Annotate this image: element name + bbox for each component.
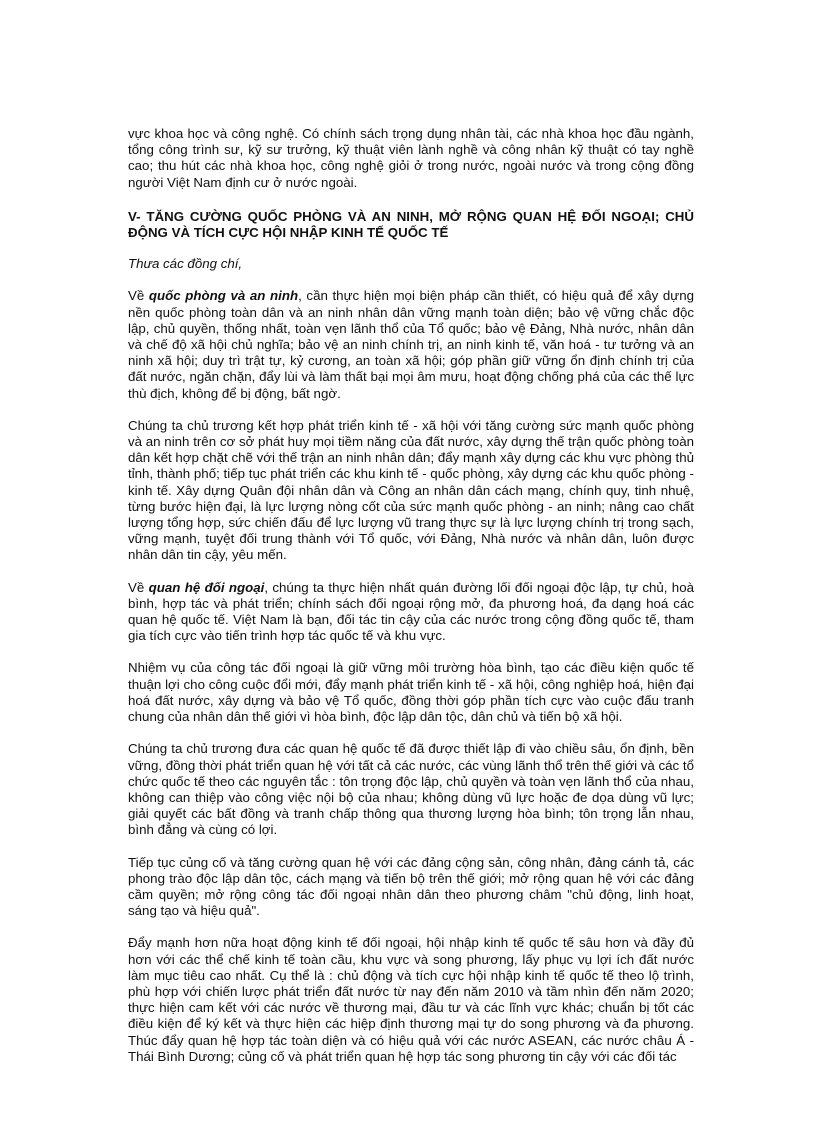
foreign-paragraph	[128, 580, 694, 645]
foreign-emphasis: quan hệ đối ngoại	[148, 579, 265, 595]
document-page	[128, 126, 694, 1081]
defense-emphasis: quốc phòng và an ninh	[148, 288, 299, 304]
combine-paragraph: Chúng ta chủ trương kết hợp phát triển kinh tế - xã hội với tăng cường sức mạnh quốc phòng và an ninh trên cơ sở phát huy mọi tiềm năng của đất nước, xây dựng thế trận quốc phòng toàn dân kết hợp chặt chẽ với thế trận an ninh nhân dân; đẩy mạnh xây dựng các khu vực phòng thủ tỉnh, thành phố; tiếp tục phát triển các khu kinh tế - quốc phòng, xây dựng các khu quốc phòng - kinh tế. Xây dựng Quân đội nhân dân và Công an nhân dân cách mạng, chính quy, tinh nhuệ, từng bước hiện đại, là lực lượng nòng cốt của sức mạnh quốc phòng - an ninh; nâng cao chất lượng tổng hợp, sức chiến đấu để lực lượng vũ trang thực sự là lực lượng chính trị trong sạch, vững mạnh, tuyệt đối trung thành với Tổ quốc, với Đảng, Nhà nước và nhân dân, luôn được nhân dân tin cậy, yêu mến.	[128, 417, 694, 563]
mission-paragraph: Nhiệm vụ của công tác đối ngoại là giữ vững môi trường hòa bình, tạo các điều kiện quốc tế thuận lợi cho công cuộc đổi mới, đẩy mạnh phát triển kinh tế - xã hội, công nghiệp hoá, hiện đại hoá đất nước, xây dựng và bảo vệ Tổ quốc, đồng thời góp phần tích cực vào cuộc đấu tranh chung của nhân dân thế giới vì hòa bình, độc lập dân tộc, dân chủ và tiến bộ xã hội.	[128, 660, 694, 725]
defense-lead: Về	[128, 288, 149, 304]
section-heading: V- TĂNG CƯỜNG QUỐC PHÒNG VÀ AN NINH, MỞ RỘNG QUAN HỆ ĐỐI NGOẠI; CHỦ ĐỘNG VÀ TÍCH CỰC HỘI NHẬP KINH TẾ QUỐC TẾ	[128, 208, 694, 241]
defense-paragraph	[128, 288, 694, 401]
relations-paragraph: Chúng ta chủ trương đưa các quan hệ quốc tế đã được thiết lập đi vào chiều sâu, ổn định, bền vững, đồng thời phát triển quan hệ với tất cả các nước, các vùng lãnh thổ trên thế giới và các tổ chức quốc tế theo các nguyên tắc : tôn trọng độc lập, chủ quyền và toàn vẹn lãnh thổ của nhau, không can thiệp vào công việc nội bộ của nhau; không dùng vũ lực hoặc đe dọa dùng vũ lực; giải quyết các bất đồng và tranh chấp thông qua thương lượng hòa bình; tôn trọng lẫn nhau, bình đẳng và cùng có lợi.	[128, 741, 694, 838]
defense-rest: , cần thực hiện mọi biện pháp cần thiết, có hiệu quả để xây dựng nền quốc phòng toàn dân và an ninh nhân dân vững mạnh toàn diện; bảo vệ vững chắc độc lập, chủ quyền, thống nhất, toàn vẹn lãnh thổ của Tổ quốc; bảo vệ Đảng, Nhà nước, nhân dân và chế độ xã hội chủ nghĩa; bảo vệ an ninh chính trị, an ninh kinh tế, văn hoá - tư tưởng và an ninh xã hội; duy trì trật tự, kỷ cương, an toàn xã hội; góp phần giữ vững ổn định chính trị của đất nước, ngăn chặn, đẩy lùi và làm thất bại mọi âm mưu, hoạt động chống phá của các thế lực thù địch, không để bị động, bất ngờ.	[128, 288, 694, 401]
greeting: Thưa các đồng chí,	[128, 256, 243, 272]
intro-paragraph: vực khoa học và công nghệ. Có chính sách trọng dụng nhân tài, các nhà khoa học đầu ngành, tổng công trình sư, kỹ sư trưởng, kỹ thuật viên lành nghề và công nhân kỹ thuật có tay nghề cao; thu hút các nhà khoa học, công nghệ giỏi ở trong nước, ngoài nước và trong cộng đồng người Việt Nam định cư ở nước ngoài.	[128, 126, 694, 190]
parties-paragraph: Tiếp tục củng cố và tăng cường quan hệ với các đảng cộng sản, công nhân, đảng cánh tả, các phong trào độc lập dân tộc, cách mạng và tiến bộ trên thế giới; mở rộng quan hệ với các đảng cầm quyền; mở rộng công tác đối ngoại nhân dân theo phương châm "chủ động, linh hoạt, sáng tạo và hiệu quả".	[128, 854, 694, 919]
economic-paragraph: Đẩy mạnh hơn nữa hoạt động kinh tế đối ngoại, hội nhập kinh tế quốc tế sâu hơn và đầy đủ hơn với các thể chế kinh tế toàn cầu, khu vực và song phương, lấy phục vụ lợi ích đất nước làm mục tiêu cao nhất. Cụ thể là : chủ động và tích cực hội nhập kinh tế quốc tế theo lộ trình, phù hợp với chiến lược phát triển đất nước từ nay đến năm 2010 và tầm nhìn đến năm 2020; thực hiện cam kết với các nước về thương mại, đầu tư và các lĩnh vực khác; chuẩn bị tốt các điều kiện để ký kết và thực hiện các hiệp định thương mại tự do song phương và đa phương. Thúc đẩy quan hệ hợp tác toàn diện và có hiệu quả với các nước ASEAN, các nước châu Á - Thái Bình Dương; củng cố và phát triển quan hệ hợp tác song phương tin cậy với các đối tác	[128, 935, 694, 1064]
foreign-rest: , chúng ta thực hiện nhất quán đường lối đối ngoại độc lập, tự chủ, hoà bình, hợp tác và phát triển; chính sách đối ngoại rộng mở, đa phương hoá, đa dạng hoá các quan hệ quốc tế. Việt Nam là bạn, đối tác tin cậy của các nước trong cộng đồng quốc tế, tham gia tích cực vào tiến trình hợp tác quốc tế và khu vực.	[128, 579, 694, 644]
foreign-lead: Về	[128, 579, 149, 595]
